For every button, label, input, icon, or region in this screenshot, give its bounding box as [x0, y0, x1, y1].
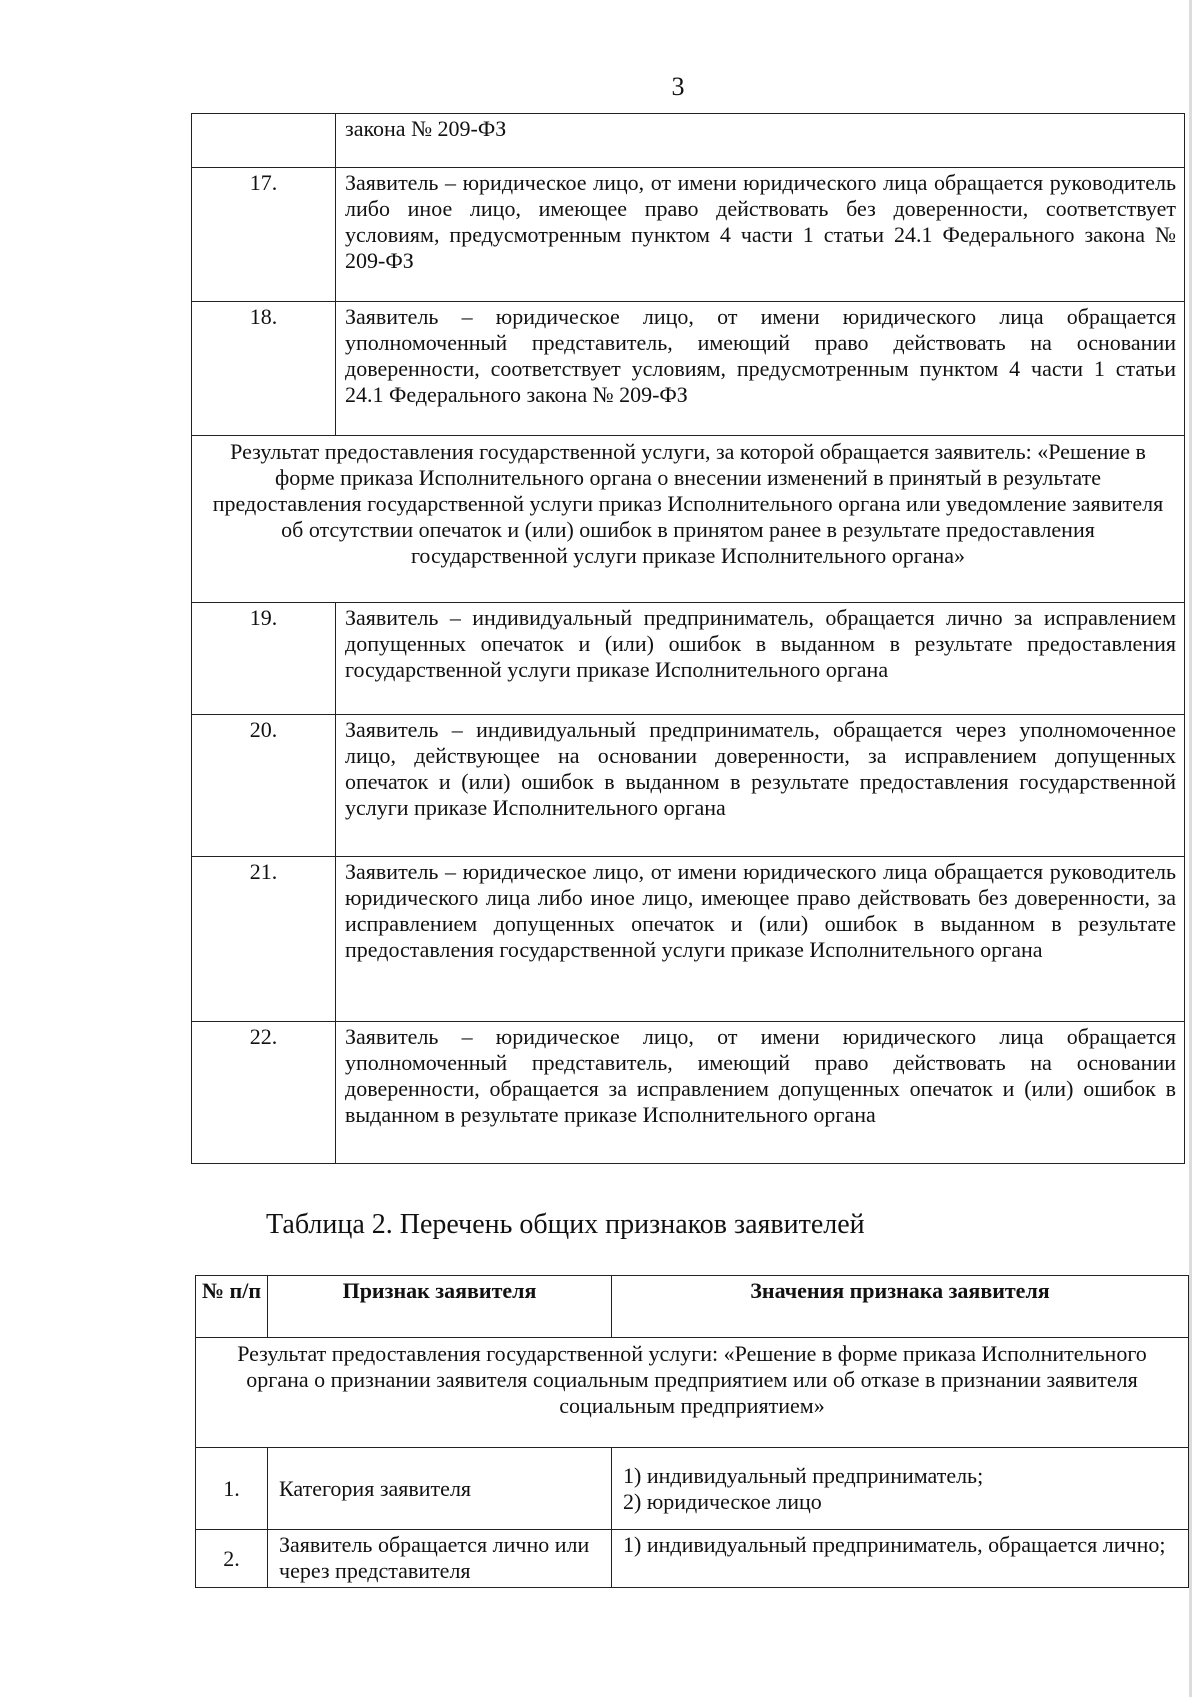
service-result-text: Результат предоставления государственной услуги: «Решение в форме приказа Исполнительного органа о признании заявителя социальным предприятием или об отказе в признании заявителя социальным предприятием» [196, 1338, 1189, 1448]
col-header-feature: Признак заявителя [268, 1276, 612, 1338]
row-text: Заявитель – индивидуальный предприниматель, обращается лично за исправлением допущенных опечаток и (или) ошибок в выданном в результате предоставления государственной услуги приказе Исполнительного органа [336, 603, 1185, 715]
table-row [192, 114, 1185, 168]
row-number: 1. [196, 1448, 268, 1530]
feature-values [612, 1448, 1189, 1530]
applicants-table-continued [191, 113, 1185, 1164]
header-row [196, 1276, 1189, 1338]
table-row [192, 603, 1185, 715]
table-row [196, 1530, 1189, 1588]
row-number [192, 114, 336, 168]
feature-values [612, 1530, 1189, 1588]
result-row [192, 436, 1185, 603]
table-row [192, 857, 1185, 1022]
row-number: 19. [192, 603, 336, 715]
table-row [192, 168, 1185, 302]
row-text: закона № 209-ФЗ [336, 114, 1185, 168]
result-row [196, 1338, 1189, 1448]
feature-name: Категория заявителя [268, 1448, 612, 1530]
row-text: Заявитель – юридическое лицо, от имени юридического лица обращается руководитель юридического лица либо иное лицо, имеющее право действовать без доверенности, за исправлением допущенных опечаток и (или) ошибок в выданном в результате предоставления государственной услуги приказе Исполнительного органа [336, 857, 1185, 1022]
col-header-number: № п/п [196, 1276, 268, 1338]
row-text: Заявитель – индивидуальный предприниматель, обращается через уполномоченное лицо, действующее на основании доверенности, за исправлением допущенных опечаток и (или) ошибок в выданном в результате предоставления государственной услуги приказе Исполнительного органа [336, 715, 1185, 857]
value-item: 1) индивидуальный предприниматель; [623, 1462, 984, 1488]
row-number: 20. [192, 715, 336, 857]
table-row [192, 1022, 1185, 1164]
page-edge [1189, 0, 1192, 1697]
feature-name: Заявитель обращается лично или через представителя [268, 1530, 612, 1588]
row-number: 22. [192, 1022, 336, 1164]
row-text: Заявитель – юридическое лицо, от имени юридического лица обращается уполномоченный представитель, имеющий право действовать на основании доверенности, соответствует условиям, предусмотренным пунктом 4 части 1 статьи 24.1 Федерального закона № 209-ФЗ [336, 302, 1185, 436]
table-row [192, 715, 1185, 857]
service-result-text: Результат предоставления государственной услуги, за которой обращается заявитель: «Решение в форме приказа Исполнительного органа о внесении изменений в принятый в результате предоставления государственной услуги приказ Исполнительного органа или уведомление заявителя об отсутствии опечаток и (или) ошибок в принятом ранее в результате предоставления государственной услуги приказе Исполнительного органа» [192, 436, 1185, 603]
value-item: 1) индивидуальный предприниматель, обращается лично; [623, 1532, 1166, 1557]
row-number: 18. [192, 302, 336, 436]
row-text: Заявитель – юридическое лицо, от имени юридического лица обращается руководитель либо иное лицо, имеющее право действовать без доверенности, соответствует условиям, предусмотренным пунктом 4 части 1 статьи 24.1 Федерального закона № 209-ФЗ [336, 168, 1185, 302]
value-item: 2) юридическое лицо [623, 1488, 822, 1514]
col-header-values: Значения признака заявителя [612, 1276, 1189, 1338]
row-number: 21. [192, 857, 336, 1022]
row-text: Заявитель – юридическое лицо, от имени юридического лица обращается уполномоченный представитель, имеющий право действовать на основании доверенности, обращается за исправлением допущенных опечаток и (или) ошибок в выданном в результате приказе Исполнительного органа [336, 1022, 1185, 1164]
table2-caption: Таблица 2. Перечень общих признаков заявителей [266, 1209, 865, 1240]
row-number: 17. [192, 168, 336, 302]
table-row [196, 1448, 1189, 1530]
table-row [192, 302, 1185, 436]
page-number: 3 [671, 72, 685, 101]
applicant-features-table [195, 1275, 1189, 1588]
row-number: 2. [196, 1530, 268, 1588]
